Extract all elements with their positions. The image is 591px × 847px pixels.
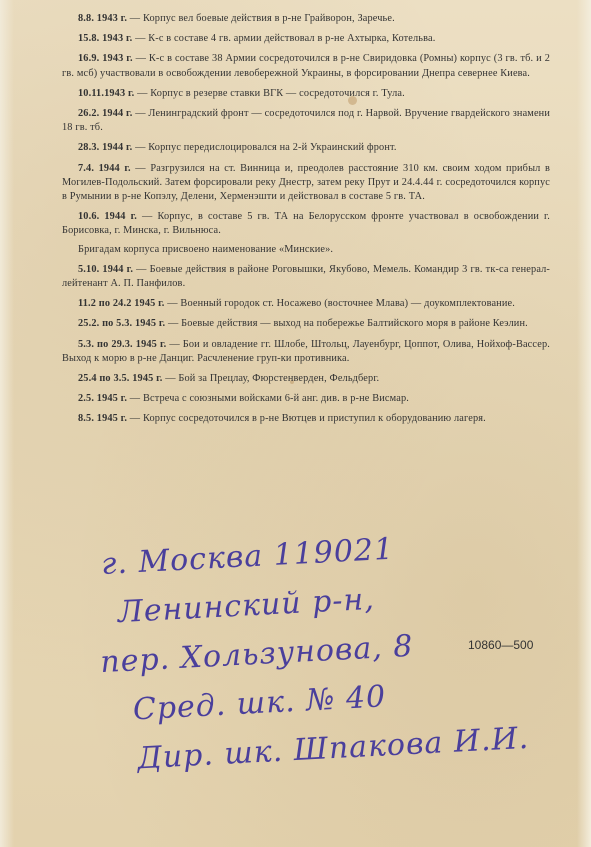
handwritten-school: Сред. шк. № 40	[132, 679, 388, 728]
page-edge-left	[0, 0, 14, 847]
entry-text: — Корпус в резерве ставки ВГК — сосредоточился г. Тула.	[134, 87, 405, 99]
entry-date: 7.4. 1944 г.	[78, 162, 131, 174]
entry-text: — Разгрузился на ст. Винница и, преодолев расстояние 310 км. своим ходом прибыл в Могилев-Подольский. Затем форсировали реку Днестр, затем реку Прут и 24.4.44 г. сосредоточился корпус в Румынии в р-не Копэлу, Делени, Херменэшти и действовал в составе 5 гв. ТА.	[62, 162, 550, 203]
chronology-entry	[62, 297, 550, 311]
chronology-entry	[62, 338, 550, 366]
chronology-entry	[62, 317, 550, 331]
chronology-entry	[62, 162, 550, 205]
entry-date: 15.8. 1943 г.	[78, 33, 133, 45]
chronology-entry	[62, 87, 550, 101]
chronology-entry	[62, 107, 550, 135]
entry-date: 8.8. 1943 г.	[78, 13, 128, 24]
handwritten-district: Ленинский р-н,	[116, 581, 376, 631]
entry-text: — Встреча с союзными войсками 6-й анг. див. в р-не Висмар.	[127, 393, 409, 405]
chronology-list	[62, 12, 550, 433]
chronology-entry	[62, 412, 550, 426]
entry-text: — Военный городок ст. Носажево (восточнее Млава) — доукомплектование.	[164, 298, 515, 310]
entry-text: — К-с в составе 4 гв. армии действовал в р-не Ахтырка, Котельва.	[132, 33, 436, 45]
entry-date: 11.2 по 24.2 1945 г.	[78, 298, 165, 310]
handwritten-director: Дир. шк. Шпакова И.И.	[136, 720, 530, 777]
chronology-entry	[62, 392, 550, 406]
entry-text: — Корпус передислоцировался на 2-й Украинский фронт.	[132, 142, 397, 154]
chronology-entry	[62, 372, 550, 386]
entry-date: 5.3. по 29.3. 1945 г.	[78, 338, 167, 350]
entry-date: 10.11.1943 г.	[78, 87, 135, 99]
print-run-code: 10860—500	[468, 638, 534, 652]
handwritten-city-postcode: г. Москва 119021	[100, 531, 395, 582]
entry-text: — К-с в составе 38 Армии сосредоточился в р-не Свиридовка (Ромны) корпус (3 гв. тб. и 2 гв. мсб) участвовали в освобождении левобережной Украины, в форсировании Днепра севернее Киева.	[62, 53, 550, 79]
entry-text: — Боевые действия в районе Роговышки, Якубово, Мемель. Командир 3 гв. тк-са генерал-лейтенант А. П. Панфилов.	[62, 263, 551, 290]
entry-text: Бригадам корпуса присвоено наименование «Минские».	[78, 243, 334, 255]
entry-text: — Бой за Прецлау, Фюрстенверден, Фельдберг.	[162, 373, 380, 385]
chronology-entry	[62, 263, 550, 291]
entry-text: — Боевые действия — выход на побережье Балтийского моря в районе Кеэлин.	[165, 318, 528, 330]
entry-date: 26.2. 1944 г.	[78, 108, 133, 120]
entry-date: 8.5. 1945 г.	[78, 413, 128, 425]
entry-text: — Бои и овладение гг. Шлобе, Штольц, Лауенбург, Цоппот, Олива, Нойхоф-Вассер. Выход к морю в р-не Данциг. Расчленение груп-ки противника.	[62, 338, 550, 364]
page-edge-right	[577, 0, 591, 847]
entry-text: — Корпус вел боевые действия в р-не Грайворон, Заречье.	[127, 13, 395, 24]
entry-text: — Ленинградский фронт — сосредоточился под г. Нарвой. Вручение гвардейского знамени 18 гв. тб.	[62, 108, 550, 134]
chronology-entry	[62, 32, 550, 46]
entry-date: 25.2. по 5.3. 1945 г.	[78, 318, 166, 330]
entry-date: 28.3. 1944 г.	[78, 142, 133, 154]
entry-text: — Корпус сосредоточился в р-не Вютцев и приступил к оборудованию лагеря.	[127, 413, 486, 425]
entry-date: 10.6. 1944 г.	[78, 211, 137, 223]
chronology-entry	[62, 243, 550, 257]
chronology-entry	[62, 12, 550, 26]
chronology-entry	[62, 210, 550, 238]
entry-date: 25.4 по 3.5. 1945 г.	[78, 373, 163, 385]
chronology-entry	[62, 52, 550, 80]
entry-date: 16.9. 1943 г.	[78, 53, 133, 65]
handwritten-street: пер. Хользунова, 8	[99, 628, 415, 681]
chronology-entry	[62, 141, 550, 155]
entry-date: 5.10. 1944 г.	[78, 263, 134, 275]
entry-date: 2.5. 1945 г.	[78, 393, 128, 405]
entry-text: — Корпус, в составе 5 гв. ТА на Белорусском фронте участвовал в освобождении г. Борисовка, г. Минска, г. Вильнюса.	[62, 211, 550, 237]
